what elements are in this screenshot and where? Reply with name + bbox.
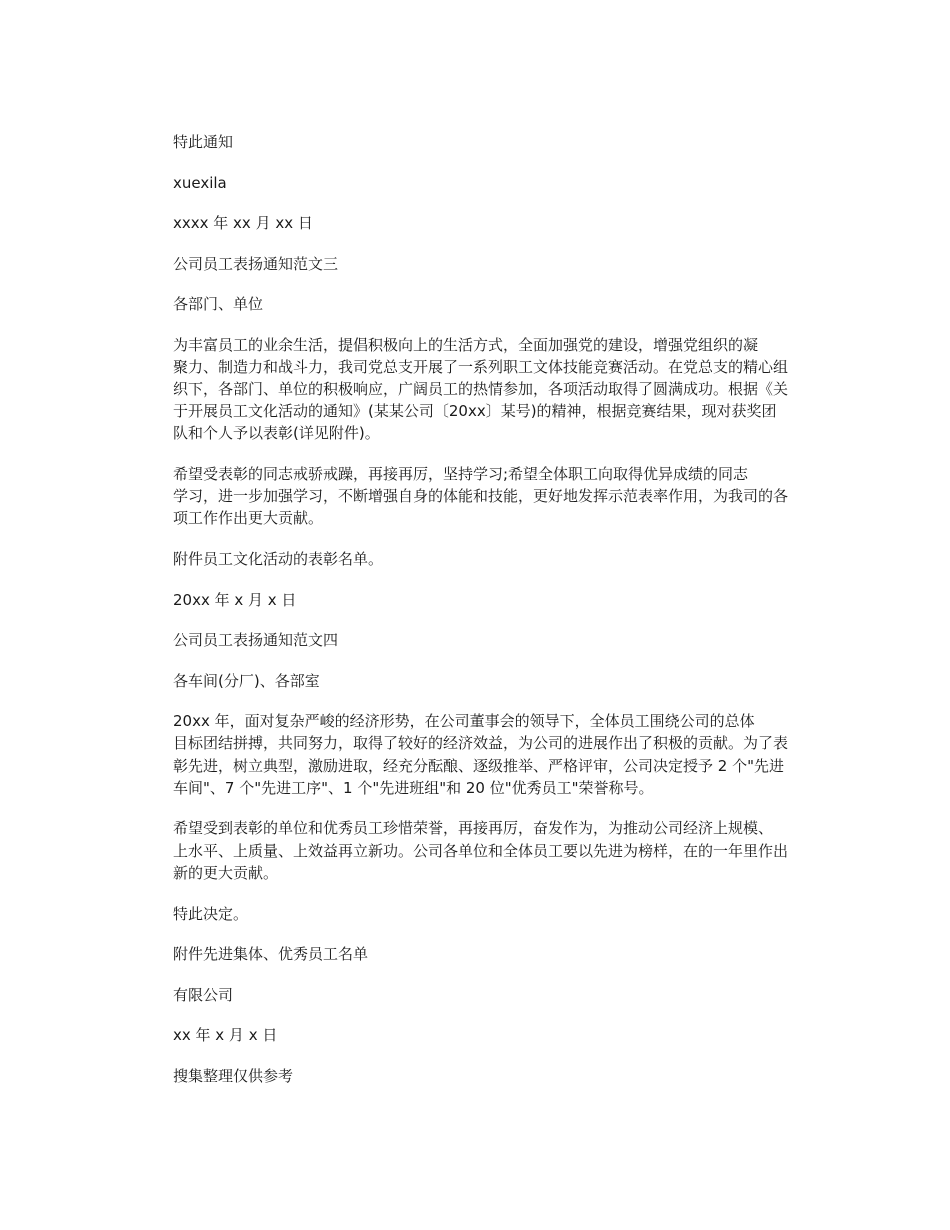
paragraph-line: 项工作作出更大贡献。 — [173, 509, 324, 528]
attachment-note: 附件员工文化活动的表彰名单。 — [173, 550, 384, 569]
closing-notice: 特此通知 — [173, 133, 234, 151]
section-title: 公司员工表扬通知范文四 — [173, 631, 339, 650]
paragraph-line: 学习，进一步加强学习，不断增强自身的体能和技能，更好地发挥示范表率作用，为我司的各 — [173, 487, 789, 506]
paragraph-line: 上水平、上质量、上效益再立新功。公司各单位和全体员工要以先进为榜样，在的一年里作出 — [173, 841, 789, 860]
paragraph-line: 织下，各部门、单位的积极响应，广阔员工的热情参加，各项活动取得了圆满成功。根据《关 — [173, 379, 789, 398]
addressee: 各车间(分厂)、各部室 — [173, 671, 320, 690]
company-signature: 有限公司 — [173, 985, 234, 1004]
paragraph-line: 聚力、制造力和战斗力，我司党总支开展了一系列职工文体技能竞赛活动。在党总支的精心组 — [173, 357, 789, 376]
body-paragraph — [173, 710, 823, 799]
paragraph-line: 希望受表彰的同志戒骄戒躁，再接再厉，坚持学习;希望全体职工向取得优异成绩的同志 — [173, 465, 749, 484]
paragraph-line: 为丰富员工的业余生活，提倡积极向上的生活方式，全面加强党的建设，增强党组织的凝 — [173, 335, 759, 354]
paragraph-line: 希望受到表彰的单位和优秀员工珍惜荣誉，再接再厉，奋发作为，为推动公司经济上规模、 — [173, 819, 774, 838]
date-line: xx 年 x 月 x 日 — [173, 1026, 278, 1045]
closing-decision: 特此决定。 — [173, 904, 249, 923]
body-paragraph — [173, 334, 823, 445]
document-page — [173, 131, 823, 1105]
paragraph-line: 车间"、7 个"先进工序"、1 个"先进班组"和 20 位"优秀员工"荣誉称号。 — [173, 778, 654, 797]
signature: xuexila — [173, 173, 227, 192]
attachment-note: 附件先进集体、优秀员工名单 — [173, 945, 369, 964]
section-title: 公司员工表扬通知范文三 — [173, 254, 339, 273]
paragraph-line: 于开展员工文化活动的通知》(某某公司〔20xx〕某号)的精神，根据竞赛结果，现对获奖团 — [173, 402, 777, 421]
body-paragraph — [173, 463, 823, 530]
paragraph-line: 目标团结拼搏，共同努力，取得了较好的经济效益，为公司的进展作出了积极的贡献。为了表 — [173, 734, 789, 753]
paragraph-line: 队和个人予以表彰(详见附件)。 — [173, 424, 380, 443]
paragraph-line: 彰先进，树立典型，激励进取，经充分酝酿、逐级推举、严格评审，公司决定授予 2 个"先进 — [173, 756, 784, 775]
date-line: xxxx 年 xx 月 xx 日 — [173, 214, 313, 232]
addressee: 各部门、单位 — [173, 295, 264, 313]
footer-note: 搜集整理仅供参考 — [173, 1066, 294, 1085]
paragraph-line: 新的更大贡献。 — [173, 863, 279, 882]
body-paragraph — [173, 817, 823, 884]
paragraph-line: 20xx 年，面对复杂严峻的经济形势，在公司董事会的领导下，全体员工围绕公司的总体 — [173, 712, 755, 731]
date-line: 20xx 年 x 月 x 日 — [173, 590, 297, 609]
